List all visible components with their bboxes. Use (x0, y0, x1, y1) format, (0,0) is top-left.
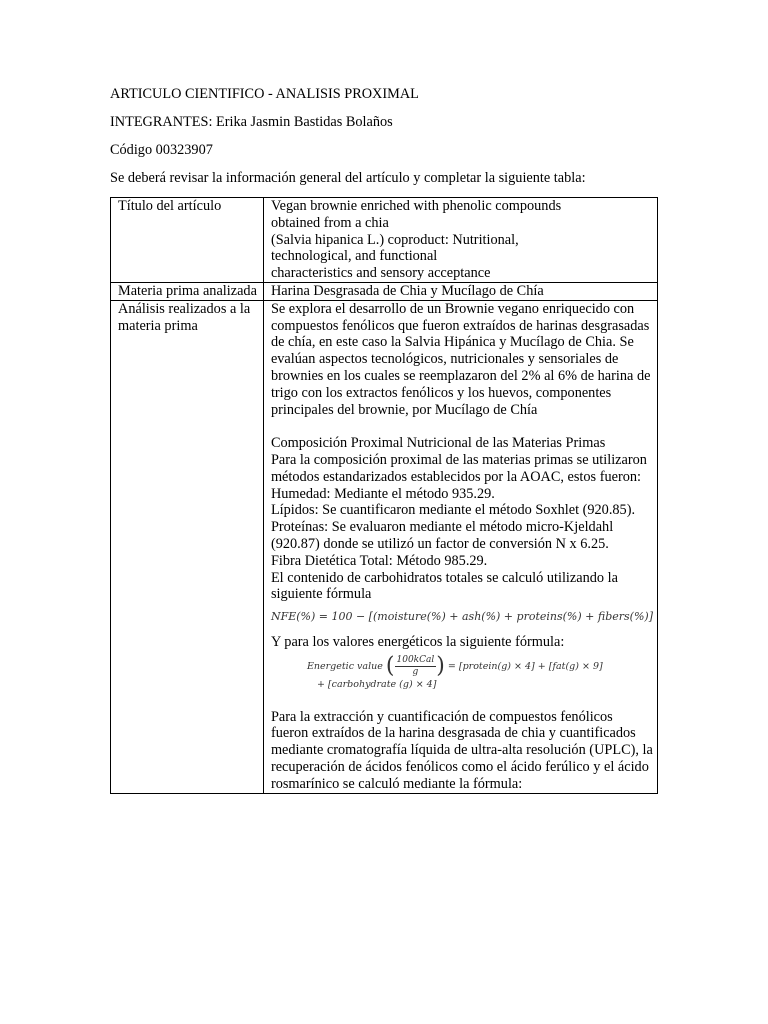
energy-intro: Y para los valores energéticos la siguiente fórmula: (270, 633, 565, 650)
energy-formula: Energetic value ( $\frac{\text{100kCal}}{g}$) = [protein(g) × 4] + [fat(g) × 9] + [carbohydrate (g) × 4] (307, 655, 653, 692)
instruction-line: Se deberá revisar la información general del artículo y completar la siguiente tabla: (110, 170, 586, 186)
members-line: INTEGRANTES: Erika Jasmin Bastidas Bolaños (110, 114, 393, 130)
lipids-method: Lípidos: Se cuantificaron mediante el método Soxhlet (920.85). (270, 502, 636, 519)
article-title-line: technological, and functional (270, 248, 438, 265)
intro-paragraph: Se explora el desarrollo de un Brownie vegano enriquecido con compuestos fenólicos que fueron extraídos de harinas desgrasadas de chía, en este caso la Salvia Hipánica y Mucílago de Chia. Se evalúan aspectos tecnológicos, nutricionales y sensoriales de brownies en los cuales se reemplazaron del 2% al 6% de harina de trigo con los extractos fenólicos y los huevos, componentes principales del brownie, por Mucílago de Chía (270, 300, 651, 418)
row-label: Análisis realizados a la materia prima (111, 300, 264, 793)
energy-formula-line2: + [carbohydrate (g) × 4] (316, 678, 437, 690)
formula-denominator: g (412, 666, 419, 677)
humidity-method: Humedad: Mediante el método 935.29. (270, 485, 495, 502)
article-title-line: Vegan brownie enriched with phenolic compounds (270, 198, 562, 214)
code-line: Código 00323907 (110, 142, 213, 158)
proteins-method: Proteínas: Se evaluaron mediante el método micro-Kjeldahl (920.87) donde se utilizó un factor de conversión N x 6.25. (270, 519, 614, 552)
formula-numerator: 100kCal (396, 654, 435, 665)
document-title: ARTICULO CIENTIFICO - ANALISIS PROXIMAL (110, 86, 419, 102)
article-info-table (110, 197, 658, 794)
phenolic-paragraph: Para la extracción y cuantificación de compuestos fenólicos fueron extraídos de la harina desgrasada de chia y cuantificados mediante cromatografía líquida de ultra-alta resolución (UPLC), la recuperación de ácidos fenólicos como el ácido ferúlico y el ácido rosmarínico se calculó mediante la fórmula: (270, 708, 653, 792)
methods-intro: Para la composición proximal de las materias primas se utilizaron métodos estandarizados establecidos por la AOAC, estos fueron: (270, 451, 647, 485)
raw-material-cell: Harina Desgrasada de Chia y Mucílago de Chía (263, 282, 657, 300)
nfe-formula: NFE(%) = 100 − [(moisture(%) + ash(%) + proteins(%) + fibers(%)] (270, 610, 653, 624)
paragraph-gap (271, 692, 653, 709)
row-label: Título del artículo (111, 198, 264, 283)
fiber-method: Fibra Dietética Total: Método 985.29. (270, 552, 488, 569)
table-row (111, 300, 658, 793)
energy-formula-rhs: = [protein(g) × 4] + [fat(g) × 9] (447, 660, 603, 672)
analysis-cell (263, 300, 657, 793)
article-title-cell (263, 198, 657, 283)
energy-formula-label: Energetic value (306, 660, 383, 672)
table-row (111, 282, 658, 300)
article-title-line: (Salvia hipanica L.) coproduct: Nutritional, (270, 231, 519, 248)
article-title-line: obtained from a chia (270, 214, 389, 231)
article-title-line: characteristics and sensory acceptance (270, 265, 491, 282)
table-row (111, 198, 658, 283)
carbs-text: El contenido de carbohidratos totales se calculó utilizando la siguiente fórmula (270, 569, 618, 603)
row-label: Materia prima analizada (111, 282, 264, 300)
section-heading: Composición Proximal Nutricional de las Materias Primas (270, 435, 606, 452)
paragraph-gap (271, 418, 653, 435)
